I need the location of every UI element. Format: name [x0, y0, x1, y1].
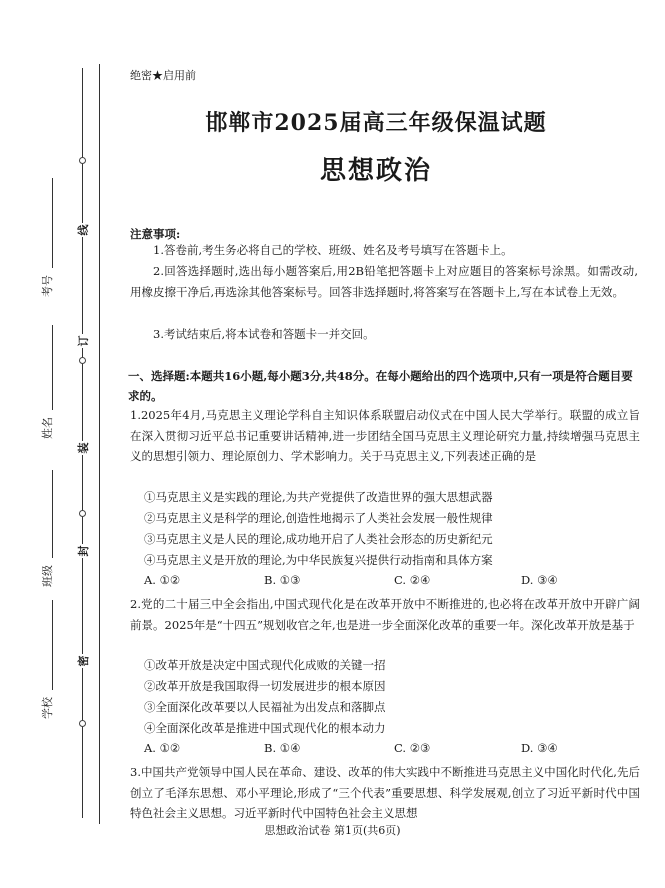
binding-char-zhuang: 装 — [77, 442, 90, 454]
question-option: ③马克思主义是人民的理论,成功地开启了人类社会形态的历史新纪元 — [144, 532, 493, 546]
exam-no-label: 考号 — [41, 275, 54, 297]
binding-char-feng: 封 — [77, 545, 90, 557]
answer-choice-a: A. ①② — [144, 741, 181, 755]
secret-label: 绝密★启用前 — [130, 69, 196, 82]
answer-choice-a: A. ①② — [144, 573, 181, 587]
margin-rule — [99, 64, 100, 824]
exam-no-line — [52, 178, 53, 268]
binding-hole — [79, 157, 86, 164]
question-option: ③全面深化改革要以人民福祉为出发点和落脚点 — [144, 700, 386, 714]
school-label: 学校 — [41, 697, 54, 719]
exam-title: 邯郸市2025届高三年级保温试题 — [205, 110, 547, 136]
question-option: ②改革开放是我国取得一切发展进步的根本原因 — [144, 679, 386, 693]
question-option: ④全面深化改革是推进中国式现代化的根本动力 — [144, 721, 386, 735]
binding-hole — [79, 357, 86, 364]
notice-item: 2.回答选择题时,选出每小题答案后,用2B铅笔把答题卡上对应题目的答案标号涂黑。如需改动,用橡皮擦干净后,再选涂其他答案标号。回答非选择题时,将答案写在答题卡上,写在本试卷上无效。 — [130, 264, 638, 299]
binding-margin — [0, 0, 100, 888]
notice-item: 1.答卷前,考生务必将自己的学校、班级、姓名及考号填写在答题卡上。 — [153, 243, 513, 257]
answer-choice-d: D. ③④ — [521, 573, 558, 587]
answer-choice-b: B. ①③ — [264, 573, 301, 587]
binding-char-mi: 密 — [77, 655, 90, 667]
question-stem: 3.中国共产党领导中国人民在革命、建设、改革的伟大实践中不断推进马克思主义中国化时代化,先后创立了毛泽东思想、邓小平理论,形成了“三个代表”重要思想、科学发展观,创立了习近平新时代中国特色社会主义思想。习近平新时代中国特色社会主义思想 — [130, 765, 640, 820]
question-option: ①马克思主义是实践的理论,为共产党提供了改造世界的强大思想武器 — [144, 490, 493, 504]
name-line — [52, 325, 53, 410]
name-label: 姓名 — [41, 417, 54, 439]
question-option: ②马克思主义是科学的理论,创造性地揭示了人类社会发展一般性规律 — [144, 511, 493, 525]
answer-choice-c: C. ②④ — [394, 573, 431, 587]
binding-char-xian: 线 — [77, 224, 90, 236]
answer-choice-d: D. ③④ — [521, 741, 558, 755]
question-stem: 2.党的二十届三中全会指出,中国式现代化是在改革开放中不断推进的,也必将在改革开放中开辟广阔前景。2025年是“十四五”规划收官之年,也是进一步全面深化改革的重要一年。深化改革开放是基于 — [130, 597, 640, 632]
binding-hole — [79, 510, 86, 517]
binding-hole — [79, 720, 86, 727]
question-option: ①改革开放是决定中国式现代化成败的关键一招 — [144, 658, 386, 672]
answer-choice-c: C. ②③ — [394, 741, 431, 755]
binding-char-ding: 订 — [77, 335, 90, 347]
school-line — [52, 600, 53, 690]
answer-choice-b: B. ①④ — [264, 741, 301, 755]
page-footer: 思想政治试卷 第1页(共6页) — [264, 824, 401, 837]
notice-item: 3.考试结束后,将本试卷和答题卡一并交回。 — [153, 327, 375, 341]
question-option: ④马克思主义是开放的理论,为中华民族复兴提供行动指南和具体方案 — [144, 553, 493, 567]
class-line — [52, 470, 53, 558]
class-label: 班级 — [41, 565, 54, 587]
notice-heading: 注意事项: — [130, 227, 181, 241]
subject-title: 思想政治 — [319, 156, 432, 186]
question-stem: 1.2025年4月,马克思主义理论学科自主知识体系联盟启动仪式在中国人民大学举行。联盟的成立旨在深入贯彻习近平总书记重要讲话精神,进一步团结全国马克思主义理论研究力量,持续增强马克思主义的思想引领力、理论原创力、学术影响力。关于马克思主义,下列表述正确的是 — [130, 408, 640, 463]
section-heading: 一、选择题:本题共16小题,每小题3分,共48分。在每小题给出的四个选项中,只有一项是符合题目要求的。 — [128, 369, 633, 403]
